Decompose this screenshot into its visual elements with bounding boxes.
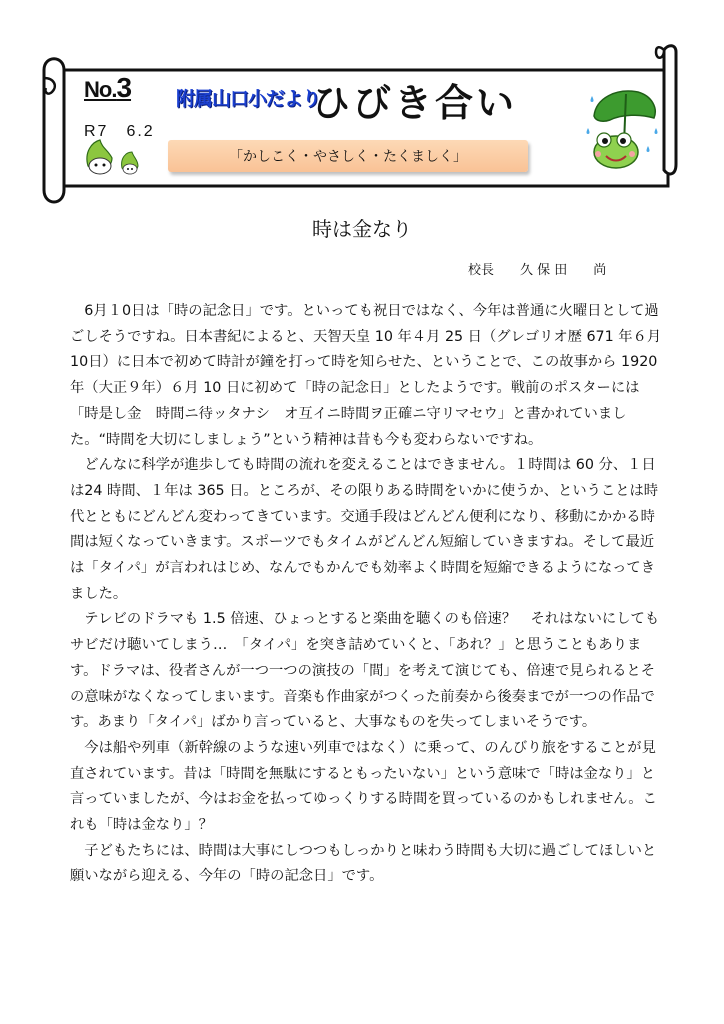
frog-with-leaf-umbrella-icon: [582, 84, 662, 174]
issue-date: R7 6.2: [84, 123, 155, 140]
issue-number: [84, 72, 131, 104]
newsletter-title: ひびき合い: [312, 81, 518, 125]
issue-prefix: No.: [84, 77, 117, 102]
mascot-character-icon: [82, 136, 142, 176]
motto-text: 「かしこく・やさしく・たくましく」: [229, 149, 467, 165]
motto-banner: [168, 140, 528, 172]
article-paragraph: どんなに科学が進歩しても時間の流れを変えることはできません。１時間は 60 分、１日は24 時間、１年は 365 日。ところが、その限りある時間をいかに使うか、ということは時代とともにどんどん変わってきています。交通手段はどんどん便利になり、移動にかかる時間は短くなっていきます。スポーツでもタイムがどんどん短縮していきますね。そして最近は「タイパ」が言われはじめ、なんでもかんでも効率よく時間を短縮できるようになってきました。: [70, 457, 659, 602]
article-body: [70, 299, 662, 890]
article-paragraph: 今は船や列車（新幹線のような速い列車ではなく）に乗って、のんびり旅をすることが見直されています。昔は「時間を無駄にするともったいない」という意味で「時は金なり」と言っていましたが、今はお金を払ってゆっくりする時間を買っているのかもしれません。これも「時は金なり」？: [70, 739, 657, 834]
school-name: 附属山口小だより: [176, 88, 321, 110]
article-paragraph: 子どもたちには、時間は大事にしつつもしっかりと味わう時間も大切に過ごしてほしいと願いながら迎える、今年の「時の記念日」です。: [70, 842, 657, 885]
article-title: 時は金なり: [312, 217, 412, 241]
article-paragraph: テレビのドラマも 1.5 倍速、ひょっとすると楽曲を聴くのも倍速？ それはないにしてもサビだけ聴いてしまう… 「タイパ」を突き詰めていくと、「あれ？」と思うこともあります。ドラマは、役者さんが一つ一つの演技の「間」を考えて演じても、倍速で見られるとその意味がなくなってしまいます。音楽も作曲家がつくった前奏から後奏までが一つの作品です。あまり「タイパ」ばかり言っていると、大事なものを失ってしまいそうです。: [70, 611, 660, 731]
author-line: 校長 久 保 田 尚: [468, 263, 607, 278]
article-paragraph: 6月１0日は「時の記念日」です。といっても祝日ではなく、今年は普通に火曜日として過ごしそうですね。日本書紀によると、天智天皇 10 年４月 25 日（グレゴリオ歴 671 年６月10日）に日本で初めて時計が鐘を打って時を知らせた、ということで、この故事から 1920年（大正９年）６月 10 日に初めて「時の記念日」としたようです。戦前のポスターには「時是し金 時間ニ待ッタナシ オ互イニ時間ヲ正確ニ守リマセウ」と書かれていました。“時間を大切にしましょう”という精神は昔も今も変わらないですね。: [70, 303, 662, 448]
issue-number-value: 3: [116, 72, 132, 103]
